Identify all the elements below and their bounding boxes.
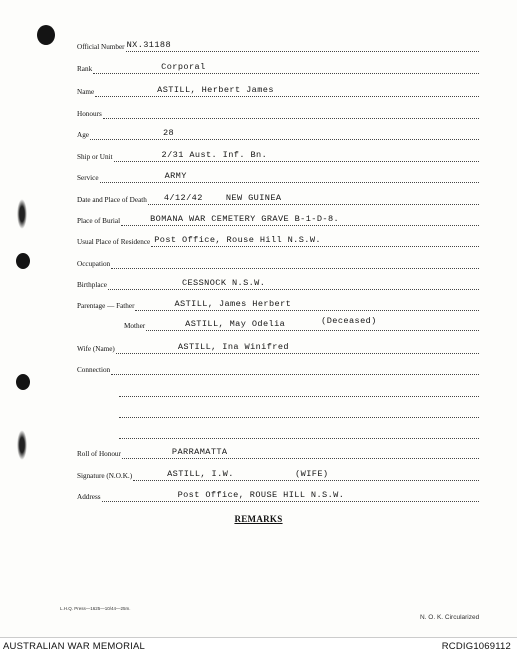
field-label: Service: [77, 174, 99, 182]
field-service: [77, 169, 479, 183]
field-label: Ship or Unit: [77, 153, 113, 161]
field-value: ARMY: [164, 171, 187, 181]
field-line: [114, 148, 479, 162]
institution-name: AUSTRALIAN WAR MEMORIAL: [3, 641, 146, 652]
field-line: [119, 404, 479, 418]
punch-hole-mark: [17, 430, 27, 460]
remarks-heading-text: REMARKS: [234, 514, 283, 524]
field-line: [95, 83, 479, 97]
record-id: RCDIG1069112: [441, 641, 511, 652]
field-line: [121, 212, 479, 226]
field-value: ASTILL, I.W.: [167, 469, 234, 479]
field-line: [126, 38, 479, 52]
field-label: Connection: [77, 366, 111, 374]
field-label: Place of Burial: [77, 217, 121, 225]
field-label: Official Number: [77, 43, 125, 51]
field-place-of-burial: [77, 212, 479, 226]
field-usual-residence: [77, 233, 479, 247]
nok-circularized-stamp: N. O. K. Circularized: [420, 614, 480, 621]
field-label: Honours: [77, 110, 102, 118]
field-line: [122, 445, 479, 459]
field-father: [77, 297, 479, 311]
field-label: Date and Place of Death: [77, 196, 147, 204]
field-label: Mother: [124, 322, 146, 330]
field-roll-of-honour: [77, 445, 479, 459]
field-line: [116, 340, 479, 354]
field-signature-nok: [77, 467, 479, 481]
field-label: Parentage — Father: [77, 302, 135, 310]
field-line: [146, 317, 479, 331]
field-value: PARRAMATTA: [171, 447, 228, 457]
field-line: [119, 425, 479, 439]
field-occupation: [77, 255, 479, 269]
field-line: [133, 467, 479, 481]
field-line: [119, 383, 479, 397]
connection-line: [118, 425, 479, 439]
field-value: ASTILL, May Odelia: [185, 319, 286, 329]
field-line: [103, 105, 479, 119]
field-value: ASTILL, Ina Winifred: [177, 342, 289, 352]
field-age: [77, 126, 479, 140]
remarks-heading: [0, 509, 517, 527]
field-label: Name: [77, 88, 95, 96]
punch-hole-mark: [17, 199, 27, 229]
field-value: CESSNOCK N.S.W.: [181, 278, 266, 288]
field-label: Birthplace: [77, 281, 107, 289]
field-mother: [124, 317, 479, 331]
field-address: [77, 488, 479, 502]
field-line: [135, 297, 479, 311]
punch-hole: [16, 253, 30, 269]
field-connection: [77, 361, 479, 375]
field-date-place-of-death: [77, 191, 479, 205]
field-value: ASTILL, Herbert James: [157, 85, 274, 95]
field-line: [90, 126, 479, 140]
field-line: [108, 276, 479, 290]
field-label: Address: [77, 493, 101, 501]
connection-line: [118, 383, 479, 397]
field-value-relationship: (WIFE): [295, 469, 329, 479]
field-label: Age: [77, 131, 89, 139]
field-line: [102, 488, 479, 502]
field-name: [77, 83, 479, 97]
field-value: Post Office, Rouse Hill N.S.W.: [154, 235, 321, 245]
punch-hole: [16, 374, 30, 390]
field-value: 28: [162, 128, 175, 138]
field-value: NX.31188: [126, 40, 172, 50]
field-value: Corporal: [161, 62, 206, 72]
field-wife-name: [77, 340, 479, 354]
field-label: Usual Place of Residence: [77, 238, 151, 246]
field-line: [151, 233, 479, 247]
field-line: [111, 255, 479, 269]
field-value: 2/31 Aust. Inf. Bn.: [161, 150, 268, 160]
field-value: 4/12/42: [163, 193, 203, 203]
field-label: Roll of Honour: [77, 450, 121, 458]
field-ship-or-unit: [77, 148, 479, 162]
printer-line: L.H.Q. Press—1625—10/44—25m.: [60, 606, 131, 611]
field-rank: [77, 60, 479, 74]
field-value-place: NEW GUINEA: [225, 193, 282, 203]
field-line: [93, 60, 479, 74]
field-label: Signature (N.O.K.): [77, 472, 133, 480]
archive-footer: [0, 637, 517, 654]
field-value: BOMANA WAR CEMETERY GRAVE B-1-D-8.: [150, 214, 340, 224]
field-line: [148, 191, 479, 205]
connection-line: [118, 404, 479, 418]
field-honours: [77, 105, 479, 119]
field-value: ASTILL, James Herbert: [174, 299, 292, 309]
field-label: Occupation: [77, 260, 111, 268]
field-value-note: (Deceased): [321, 316, 377, 326]
field-label: Wife (Name): [77, 345, 115, 353]
field-value: Post Office, ROUSE HILL N.S.W.: [177, 490, 345, 500]
punch-hole-top: [37, 25, 55, 45]
field-official-number: [77, 38, 479, 52]
field-line: [111, 361, 479, 375]
field-line: [100, 169, 479, 183]
field-birthplace: [77, 276, 479, 290]
field-label: Rank: [77, 65, 93, 73]
